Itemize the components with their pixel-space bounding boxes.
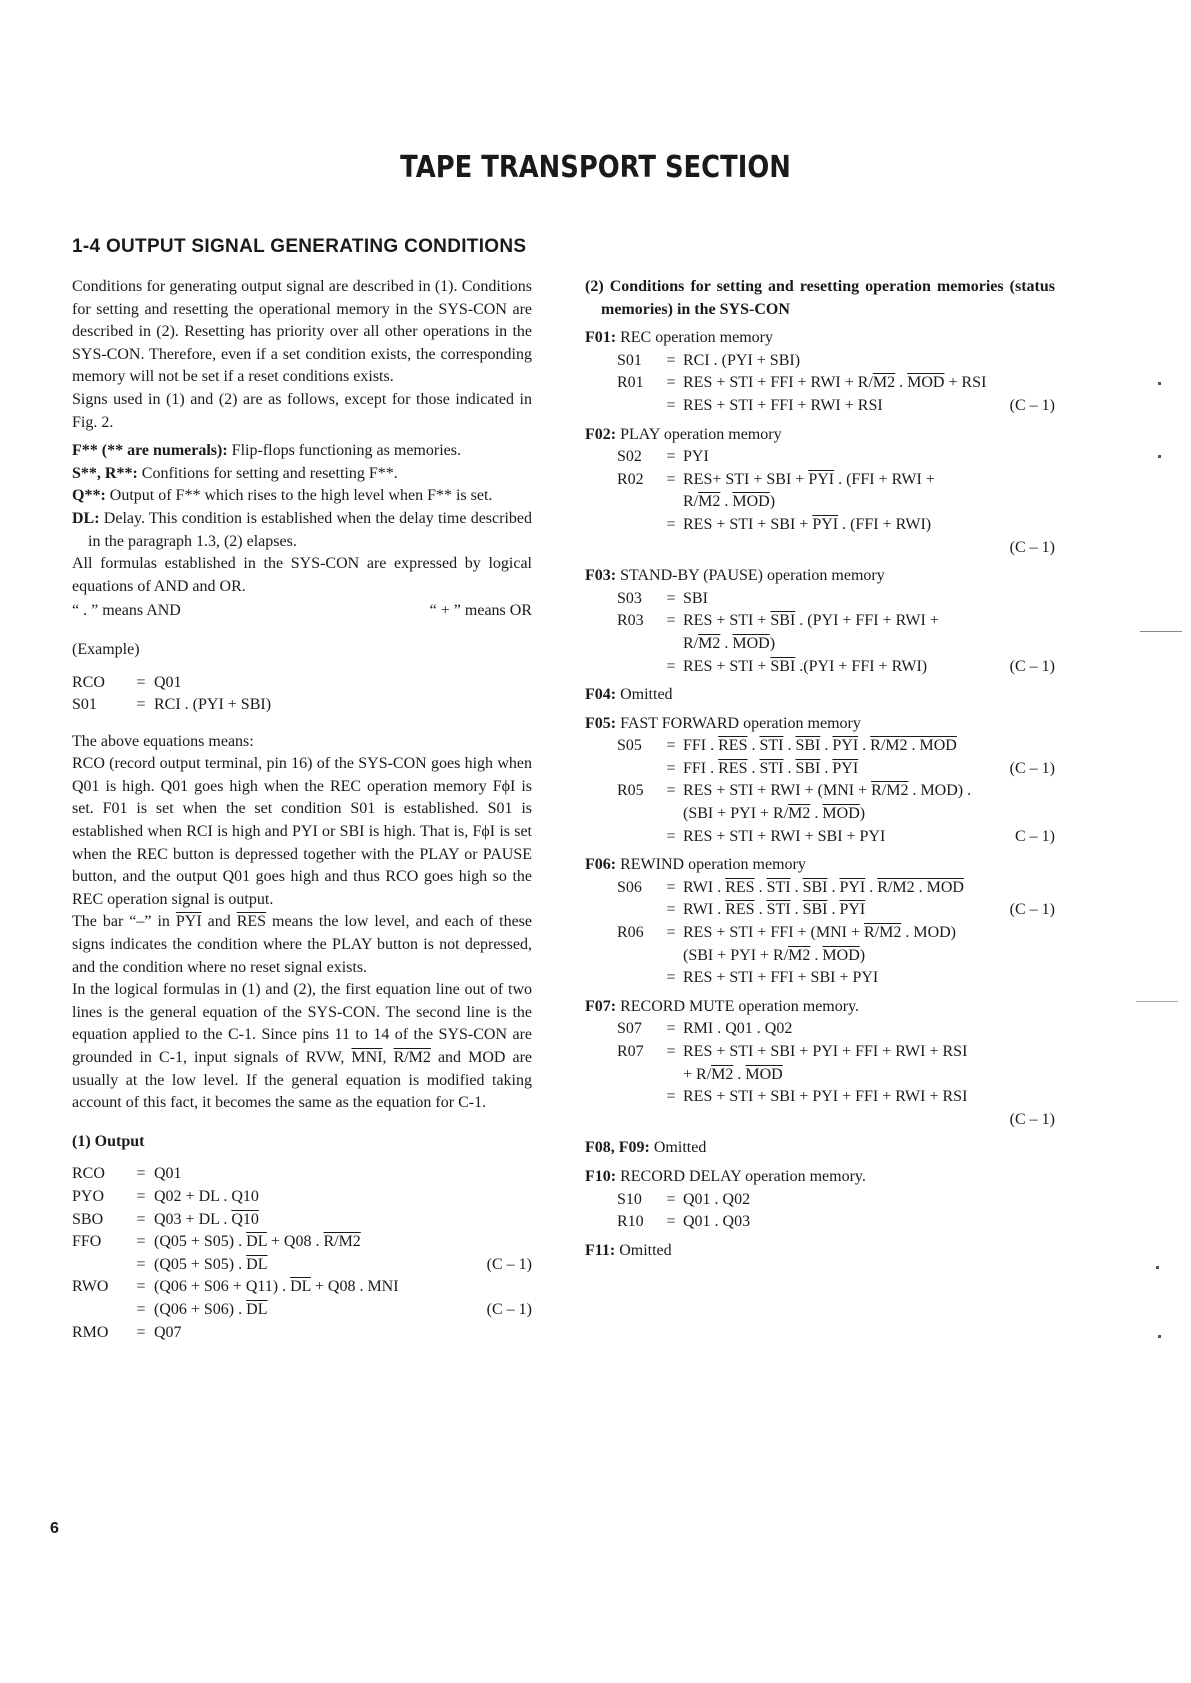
equation-row: R03 = RES + STI + $\overline{SBI}$ . (PYI + FFI + RWI + (617, 612, 939, 630)
definition-item: F** (** are numerals): Flip-flops functioning as memories. (72, 442, 461, 460)
equation-row: R07 = RES + STI + SBI + PYI + FFI + RWI + RSI (617, 1043, 968, 1060)
equation-row: + R/M2 . $\overline{MOD}$ (683, 1065, 783, 1083)
equation-row: RCO = Q01 (72, 673, 182, 691)
and-meaning: “ . ” means AND (72, 602, 181, 620)
equation-row: R/M2 . $\overline{MOD}$) (683, 634, 776, 652)
equation-row: R05 = RES + STI + RWI + (MNI + R/M2 . MOD) . (617, 782, 972, 800)
equation-row: S07 = RMI . Q01 . Q02 (617, 1020, 793, 1038)
definitions-list (72, 440, 532, 553)
example-label: (Example) (72, 640, 140, 658)
equation-row: R10 = Q01 . Q03 (617, 1213, 751, 1231)
equation-row: = RES + STI + SBI + $\overline{PYI}$ . (FFI + RWI) (666, 515, 932, 533)
equation-row: = RES + STI + RWI + SBI + PYI C – 1) (666, 827, 1055, 845)
scan-mark (1140, 631, 1182, 632)
scan-mark (1158, 1335, 1161, 1338)
conditions-heading: (2) Conditions for setting and resetting operation memories (status memories) in the SYS-CON (585, 278, 1055, 318)
equation-row: PYO = Q02 + DL . Q10 (72, 1187, 259, 1205)
memory-f04: F04: Omitted (585, 686, 673, 704)
example-equations (72, 672, 271, 717)
scan-mark (1158, 455, 1161, 458)
formulas-note: All formulas established in the SYS-CON are expressed by logical equations of AND and OR. (72, 555, 532, 595)
page-number: 6 (50, 1520, 59, 1537)
equation-row: (C – 1) (1009, 1110, 1055, 1128)
memory-f05: F05: FAST FORWARD operation memory S05 = FFI . $\overline{RES}$ . $\overline{STI}$ . $\overline{SBI}$ . $\overline{PYI}$ . R/M2 . MOD = FFI . $\overline{RES}$ . $\overline{STI}$ . $\overline{SBI}$ . $\overline{PYI}$ (C – 1) R05 = RES + STI + RWI + (MNI + R/M2 . MOD) . (SBI + PYI + R/M2 . $\overline{MOD}$) = RES + STI + RWI + SBI + PYI C – 1) (585, 713, 1055, 849)
equation-row: RMO = Q07 (72, 1323, 182, 1341)
equation-row: R/M2 . $\overline{MOD}$) (683, 493, 776, 511)
section-heading: 1-4 OUTPUT SIGNAL GENERATING CONDITIONS (72, 236, 527, 257)
definition-item: S**, R**: Confitions for setting and resetting F**. (72, 464, 398, 482)
equation-row: S03 = SBI (617, 589, 708, 607)
operator-legend (72, 600, 532, 623)
scan-mark (1136, 1001, 1178, 1002)
scan-mark (1158, 382, 1161, 385)
or-meaning: “ + ” means OR (429, 602, 532, 620)
equation-row: = RWI . $\overline{RES}$ . $\overline{STI}$ . $\overline{SBI}$ . $\overline{PYI}$ (C – 1) (666, 901, 1055, 919)
equation-row: S06 = RWI . $\overline{RES}$ . $\overline{STI}$ . $\overline{SBI}$ . $\overline{PYI}$ . R/M2 . MOD (617, 878, 964, 896)
page-title: TAPE TRANSPORT SECTION (400, 150, 791, 185)
memory-f06: F06: REWIND operation memory S06 = RWI . $\overline{RES}$ . $\overline{STI}$ . $\overline{SBI}$ . $\overline{PYI}$ . R/M2 . MOD = RWI . $\overline{RES}$ . $\overline{STI}$ . $\overline{SBI}$ . $\overline{PYI}$ (C – 1) R06 = RES + STI + FFI + (MNI + R/M2 . MOD) (SBI + PYI + R/M2 . $\overline{MOD}$) = RES + STI + FFI + SBI + PYI (585, 854, 1055, 990)
equation-row: RCO = Q01 (72, 1165, 182, 1183)
memory-f02: F02: PLAY operation memory S02 = PYI R02 = RES+ STI + SBI + $\overline{PYI}$ . (FFI + RWI + R/M2 . $\overline{MOD}$) = RES + STI + SBI + $\overline{PYI}$ . (FFI + RWI) (C – 1) (585, 424, 1055, 560)
equation-row: S05 = FFI . $\overline{RES}$ . $\overline{STI}$ . $\overline{SBI}$ . $\overline{PYI}$ . R/M2 . MOD (617, 737, 957, 755)
equation-row: = (Q05 + S05) . $\overline{DL}$ (C – 1) (136, 1255, 532, 1273)
equation-row: R01 = RES + STI + FFI + RWI + R/M2 . $\overline{MOD}$ + RSI (617, 374, 987, 392)
scan-mark (1156, 1266, 1159, 1269)
output-equations (72, 1163, 532, 1344)
equation-row: = RES + STI + SBI + PYI + FFI + RWI + RSI (666, 1088, 968, 1106)
equation-row: R06 = RES + STI + FFI + (MNI + R/M2 . MOD) (617, 924, 957, 942)
right-column (585, 276, 1055, 1262)
equation-row: = FFI . $\overline{RES}$ . $\overline{STI}$ . $\overline{SBI}$ . $\overline{PYI}$ (C – 1) (666, 759, 1055, 777)
equation-row: SBO = Q03 + DL . Q10 (72, 1210, 259, 1228)
output-heading: (1) Output (72, 1132, 145, 1150)
definition-item: Q**: Output of F** which rises to the high level when F** is set. (72, 487, 493, 505)
equation-row: FFO = (Q05 + S05) . $\overline{DL} + Q08$ . R/M2 (72, 1233, 361, 1251)
memory-f11: F11: Omitted (585, 1241, 672, 1259)
equation-row: RWO = (Q06 + S06 + Q11) . $\overline{DL} + Q08$ . MNI (72, 1278, 399, 1296)
equation-row: S10 = Q01 . Q02 (617, 1190, 751, 1208)
equation-row: S01 = RCI . (PYI + SBI) (72, 696, 272, 714)
equation-row: S02 = PYI (617, 448, 709, 466)
left-column (72, 276, 532, 1344)
equation-row: (SBI + PYI + R/M2 . $\overline{MOD}$) (683, 946, 866, 964)
definition-item: DL: Delay. This condition is established when the delay time described in the paragraph 1.3, (2) elapses. (72, 509, 532, 550)
equation-row: R02 = RES+ STI + SBI + $\overline{PYI}$ . (FFI + RWI + (617, 470, 935, 488)
memory-f03: F03: STAND-BY (PAUSE) operation memory S03 = SBI R03 = RES + STI + $\overline{SBI}$ . (PYI + FFI + RWI + R/M2 . $\overline{MOD}$) = RES + STI + $\overline{SBI}$ .(PYI + FFI + RWI) (C – 1) (585, 565, 1055, 678)
memory-f07: F07: RECORD MUTE operation memory. S07 = RMI . Q01 . Q02 R07 = RES + STI + SBI + PYI + FFI + RWI + RSI + R/M2 . $\overline{MOD}$ = RES + STI + SBI + PYI + FFI + RWI + RSI (C – 1) (585, 996, 1055, 1132)
intro-paragraph: Conditions for generating output signal are described in (1). Conditions for setting and resetting the operational memory in the SYS-CON are described in (2). Resetting has priority over all other operations in the SYS-CON. Therefore, even if a set condition exists, the corresponding memory will not be set if a reset conditions exists. Signs used in (1) and (2) are as follows, except for those indicated in Fig. 2. (72, 278, 532, 431)
equation-row: = (Q06 + S06) . $\overline{DL}$ (C – 1) (136, 1300, 532, 1318)
equation-row: = RES + STI + FFI + RWI + RSI (C – 1) (666, 396, 1055, 414)
equation-row: = RES + STI + $\overline{SBI}$ .(PYI + FFI + RWI) (C – 1) (666, 657, 1055, 675)
explanation: The above equations means: RCO (record output terminal, pin 16) of the SYS-CON goes high when Q01 is high. Q01 goes high when the REC operation memory FϕI is set. F01 is set when the set condition S01 is established. S01 is established when RCI is high and PYI or SBI is high. That is, FϕI is set when the REC button is depressed together with the PLAY or PAUSE button, and the output Q01 goes high and thus RCO goes high so the REC operation signal is output. The bar “–” in $\overline{PYI}$ and $\overline{RES}$ means the low level, and each of these signs indicates the condition where the PLAY button is not depressed, and the condition where no reset signal exists. In the logical formulas in (1) and (2), the first equation line out of two lines is the general equation of the SYS-CON. The second line is the equation applied to the C-1. Since pins 11 to 14 of the SYS-CON are grounded in C-1, input signals of RVW, $\overline{MNI}$, R/M2 and MOD are usually at the low level. If the general equation is modified taking account of this fact, it becomes the same as the equation for C-1. (72, 732, 533, 1112)
equation-row: (SBI + PYI + R/M2 . $\overline{MOD}$) (683, 805, 866, 823)
memory-f08-f09: F08, F09: Omitted (585, 1139, 707, 1157)
equation-row: = RES + STI + FFI + SBI + PYI (666, 969, 879, 987)
memory-f10: F10: RECORD DELAY operation memory. S10 = Q01 . Q02 R10 = Q01 . Q03 (585, 1166, 1055, 1234)
memory-f01: F01: REC operation memory S01 = RCI . (PYI + SBI) R01 = RES + STI + FFI + RWI + R/M2 . $\overline{MOD}$ + RSI = RES + STI + FFI + RWI + RSI (C – 1) (585, 327, 1055, 417)
equation-row: S01 = RCI . (PYI + SBI) (617, 351, 801, 369)
equation-row: (C – 1) (1009, 538, 1055, 556)
